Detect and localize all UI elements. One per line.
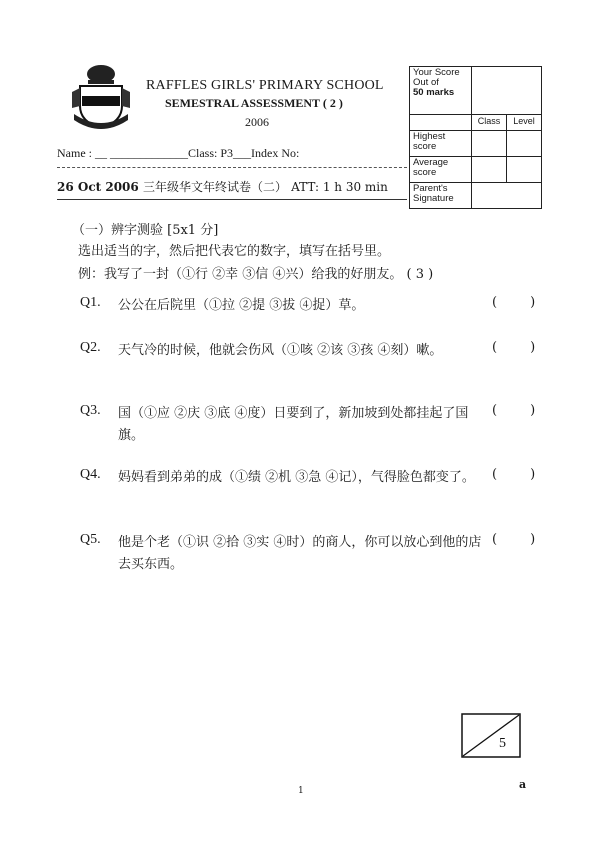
school-crest-icon xyxy=(70,62,132,132)
score-table xyxy=(409,66,542,209)
question-number: Q4. xyxy=(80,467,101,482)
highest-score-label: Highest score xyxy=(410,131,472,157)
answer-blank[interactable]: ( ) xyxy=(492,467,536,482)
average-level-cell xyxy=(507,157,542,183)
parent-signature-label: Parent's Signature xyxy=(410,183,472,209)
highest-class-cell xyxy=(472,131,507,157)
answer-blank[interactable]: ( ) xyxy=(492,340,536,355)
paper-date: 26 Oct 2006 xyxy=(57,180,139,194)
answer-blank[interactable]: ( ) xyxy=(492,403,536,418)
question-text: 他是个老（①识 ②拾 ③实 ④时）的商人，你可以放心到他的店去买东西。 xyxy=(118,535,482,572)
question-text: 妈妈看到弟弟的成（①绩 ②机 ③急 ④记），气得脸色都变了。 xyxy=(118,470,475,485)
assessment-year: 2006 xyxy=(245,115,269,129)
example-question: 例：我写了一封（①行 ②幸 ③信 ④兴）给我的好朋友。 ( 3 ) xyxy=(78,267,434,282)
your-score-cell xyxy=(472,67,542,115)
section-score-box xyxy=(461,713,521,758)
average-score-label: Average score xyxy=(410,157,472,183)
assessment-title: SEMESTRAL ASSESSMENT ( 2 ) xyxy=(165,96,343,110)
name-class-index-line: Name : __ _____________Class: P3___Index No: xyxy=(57,146,300,160)
question-number: Q5. xyxy=(80,532,101,547)
answer-blank[interactable]: ( ) xyxy=(492,295,536,310)
question-text: 天气冷的时候，他就会伤风（①咳 ②该 ③孩 ④刻）嗽。 xyxy=(118,343,443,358)
question-text: 公公在后院里（①拉 ②提 ③拔 ④捉）草。 xyxy=(118,298,365,313)
level-column-header: Level xyxy=(507,115,542,131)
section-title: （一）辨字测验 [5x1 分] xyxy=(72,223,219,238)
divider xyxy=(57,167,407,168)
answer-blank[interactable]: ( ) xyxy=(492,532,536,547)
page-number: 1 xyxy=(298,786,304,796)
divider xyxy=(57,199,407,200)
paper-info-line xyxy=(57,178,388,195)
question-number: Q3. xyxy=(80,403,101,418)
question-number: Q1. xyxy=(80,295,101,310)
your-score-label: Your Score Out of 50 marks xyxy=(410,67,472,115)
paper-title: 三年级华文年终试卷（二） xyxy=(142,180,287,194)
class-column-header: Class xyxy=(472,115,507,131)
question-text: 国（①应 ②庆 ③底 ④度）日要到了，新加坡到处都挂起了国旗。 xyxy=(118,406,469,443)
section-instruction: 选出适当的字，然后把代表它的数字，填写在括号里。 xyxy=(78,244,391,259)
section-total: 5 xyxy=(499,736,506,751)
highest-level-cell xyxy=(507,131,542,157)
average-class-cell xyxy=(472,157,507,183)
paper-time: ATT: 1 h 30 min xyxy=(291,180,388,194)
question-number: Q2. xyxy=(80,340,101,355)
parent-signature-cell xyxy=(472,183,542,209)
school-name: RAFFLES GIRLS' PRIMARY SCHOOL xyxy=(146,78,384,93)
corner-mark: a xyxy=(519,778,527,791)
